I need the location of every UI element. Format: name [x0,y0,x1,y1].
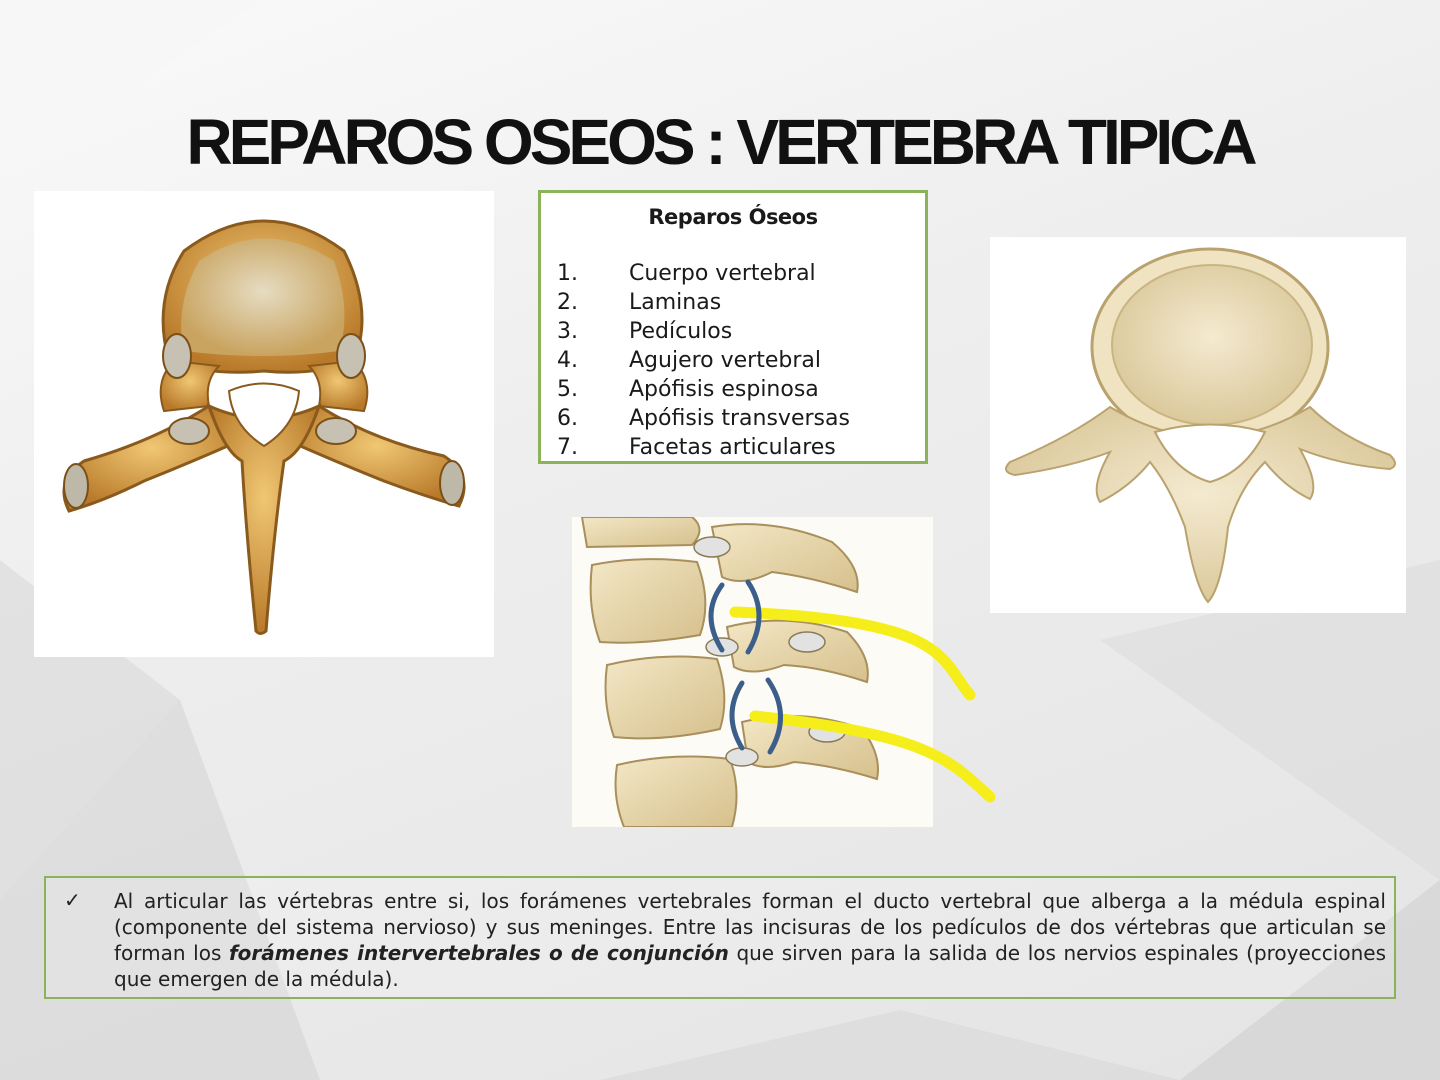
legend-number: 4. [557,348,578,373]
legend-number: 6. [557,406,578,431]
explanation-text [114,888,1386,992]
legend-label: Agujero vertebral [629,348,821,373]
legend-number: 7. [557,435,578,460]
legend-number: 3. [557,319,578,344]
legend-number: 5. [557,377,578,402]
legend-number: 2. [557,290,578,315]
page-title: REPAROS OSEOS : VERTEBRA TIPICA [186,105,1254,178]
explanation-note-box [44,876,1396,999]
reparos-legend-box [538,190,928,464]
thoracic-vertebra-drawing [34,191,494,657]
legend-label: Apófisis transversas [629,406,850,431]
explanation-text-part: Al articular las vértebras entre si, los forámenes vertebrales forman el ducto vertebral que alberga a la médula espinal (componente del sistema nervioso) y sus meninges. Entre las incisuras de los pedículos de dos vértebras que articulan se forman los [114,889,1386,965]
legend-item [557,317,925,346]
spine-lateral-image [572,517,933,827]
legend-label: Laminas [629,290,722,315]
legend-heading: Reparos Óseos [648,205,818,229]
thoracic-vertebra-image [34,191,494,657]
legend-number: 1. [557,261,578,286]
explanation-text-emphasis: forámenes intervertebrales o de conjunción [228,941,729,965]
checkmark-icon: ✓ [64,888,81,912]
explanation-text-part: que sirven para la salida de los nervios espinales (proyecciones que emergen de la médula). [114,941,1386,991]
legend-item [557,375,925,404]
legend-item [557,433,925,462]
lumbar-vertebra-image [990,237,1406,613]
legend-label: Pedículos [629,319,733,344]
legend-item [557,404,925,433]
legend-label: Apófisis espinosa [629,377,819,402]
lumbar-vertebra-drawing [990,237,1406,613]
legend-label: Cuerpo vertebral [629,261,816,286]
spine-lateral-drawing [572,517,933,827]
legend-label: Facetas articulares [629,435,836,460]
legend-list [541,259,925,462]
legend-item [557,346,925,375]
legend-item [557,288,925,317]
legend-item [557,259,925,288]
